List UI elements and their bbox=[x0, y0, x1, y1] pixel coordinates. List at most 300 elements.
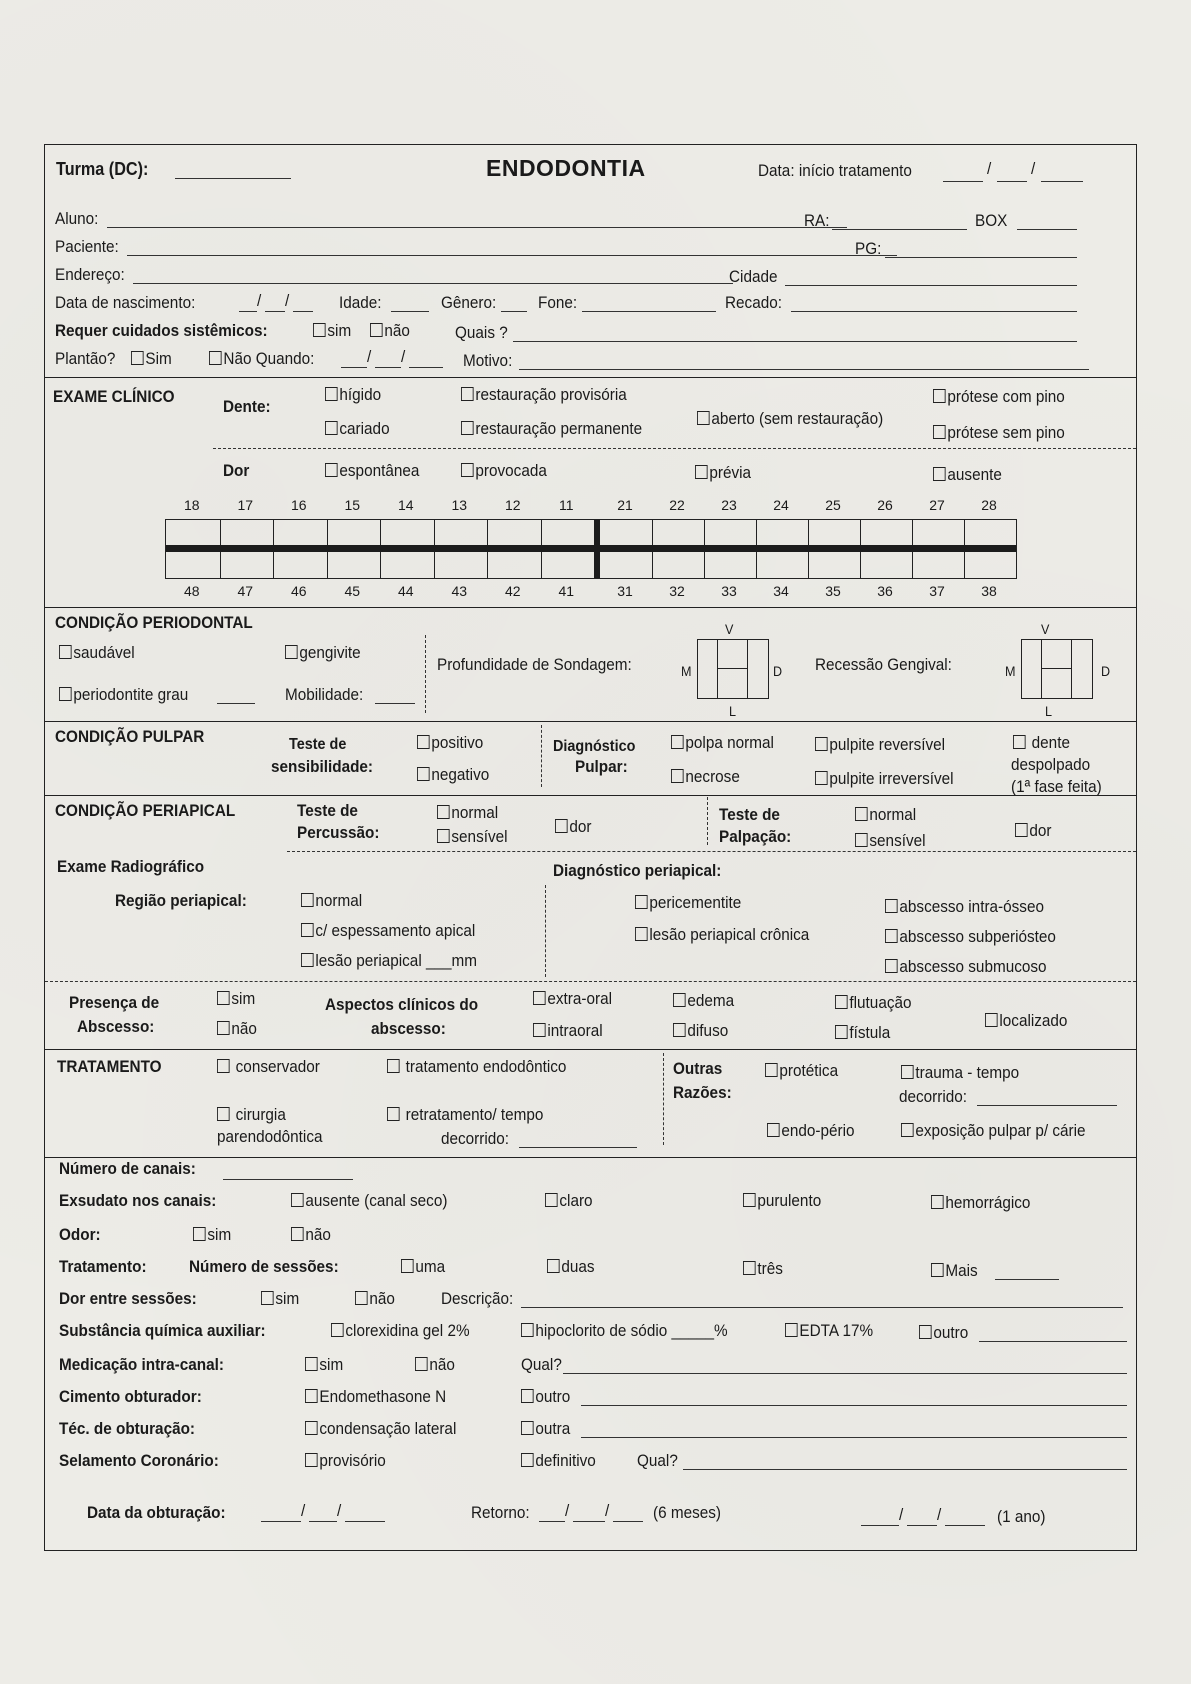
diagram-line bbox=[1041, 639, 1042, 699]
v-label: V bbox=[1041, 621, 1050, 637]
difuso-label: difuso bbox=[687, 1021, 729, 1040]
provisorio-label: provisório bbox=[319, 1451, 386, 1470]
nascimento-month[interactable] bbox=[265, 311, 285, 312]
nascimento-day[interactable] bbox=[239, 311, 257, 312]
percussao-normal-checkbox[interactable] bbox=[437, 803, 498, 823]
checkbox-icon bbox=[933, 425, 946, 439]
pulpite-irrev-label: pulpite irreversível bbox=[829, 769, 954, 788]
tooth-number-lower: 37 bbox=[929, 583, 945, 599]
definitivo-checkbox[interactable] bbox=[521, 1451, 596, 1471]
plantao-day[interactable] bbox=[341, 367, 367, 368]
extra-oral-checkbox[interactable] bbox=[533, 989, 612, 1009]
plantao-month[interactable] bbox=[375, 367, 401, 368]
data-inicio-month[interactable] bbox=[997, 181, 1027, 182]
cidade-label: Cidade bbox=[729, 267, 778, 286]
medicacao-sim-label: sim bbox=[319, 1355, 344, 1374]
protese-pino-checkbox[interactable] bbox=[933, 387, 1065, 407]
motivo-label: Motivo: bbox=[463, 351, 513, 370]
dashed-divider bbox=[707, 797, 708, 845]
odontogram-midline bbox=[166, 545, 1016, 552]
hipoclorito-label: hipoclorito de sódio _____% bbox=[535, 1321, 728, 1340]
hemorragico-checkbox[interactable] bbox=[931, 1193, 1030, 1213]
idade-label: Idade: bbox=[339, 293, 382, 312]
v-label: V bbox=[725, 621, 734, 637]
dashed-divider bbox=[287, 851, 1136, 852]
tres-checkbox[interactable] bbox=[743, 1259, 783, 1279]
provisorio-checkbox[interactable] bbox=[305, 1451, 386, 1471]
retorno-month[interactable] bbox=[573, 1521, 605, 1522]
data-inicio-day[interactable] bbox=[943, 181, 983, 182]
periodontite-grau-field[interactable] bbox=[217, 703, 255, 704]
dashed-divider bbox=[425, 635, 426, 713]
um-ano-label: (1 ano) bbox=[997, 1507, 1046, 1526]
tooth-number-upper: 21 bbox=[617, 497, 633, 513]
percussao-sensivel-checkbox[interactable] bbox=[437, 827, 508, 847]
selamento-label: Selamento Coronário: bbox=[59, 1451, 219, 1470]
palpacao-normal-checkbox[interactable] bbox=[855, 805, 916, 825]
plantao-sim-label: Sim bbox=[145, 349, 172, 368]
aspectos-label-1: Aspectos clínicos do bbox=[325, 995, 479, 1014]
necrose-label: necrose bbox=[685, 767, 740, 786]
espessamento-label: c/ espessamento apical bbox=[315, 921, 476, 940]
checkbox-icon bbox=[555, 819, 568, 833]
uma-checkbox[interactable] bbox=[401, 1257, 445, 1277]
difuso-checkbox[interactable] bbox=[673, 1021, 728, 1041]
abscesso-sim-label: sim bbox=[231, 989, 256, 1008]
lesao-cronica-checkbox[interactable] bbox=[635, 925, 809, 945]
protetica-checkbox[interactable] bbox=[765, 1061, 838, 1081]
checkbox-icon bbox=[437, 829, 450, 843]
uma-label: uma bbox=[415, 1257, 446, 1276]
trauma-tempo-field[interactable] bbox=[977, 1105, 1117, 1106]
tratamento-title: TRATAMENTO bbox=[57, 1057, 162, 1076]
substancia-label: Substância química auxiliar: bbox=[59, 1321, 266, 1340]
medicacao-nao-checkbox[interactable] bbox=[415, 1355, 455, 1375]
l-label: L bbox=[729, 703, 737, 719]
odor-nao-label: não bbox=[305, 1225, 331, 1244]
gengivite-checkbox[interactable] bbox=[285, 643, 361, 663]
slash: / bbox=[337, 1501, 342, 1520]
tooth-number-upper: 17 bbox=[237, 497, 254, 513]
tooth-number-upper: 28 bbox=[981, 497, 997, 513]
plantao-year[interactable] bbox=[409, 367, 443, 368]
checkbox-icon bbox=[305, 1389, 318, 1403]
fistula-label: fístula bbox=[849, 1023, 891, 1042]
checkbox-icon bbox=[417, 767, 430, 781]
tooth-number-upper: 14 bbox=[397, 497, 414, 513]
odontogram[interactable] bbox=[165, 519, 1017, 579]
checkbox-icon bbox=[261, 1291, 274, 1305]
checkbox-icon bbox=[533, 1023, 546, 1037]
tooth-number-lower: 33 bbox=[721, 583, 737, 599]
mobilidade-field[interactable] bbox=[375, 703, 415, 704]
pg-label: PG: bbox=[855, 239, 882, 258]
percussao-label-2: Percussão: bbox=[297, 823, 380, 842]
checkbox-icon bbox=[697, 411, 710, 425]
ausente-checkbox[interactable] bbox=[933, 465, 1002, 485]
abscesso-subp-label: abscesso subperiósteo bbox=[899, 927, 1056, 946]
tecnica-outra-field[interactable] bbox=[581, 1437, 1127, 1438]
dashed-divider bbox=[545, 885, 546, 977]
diagram-line bbox=[1041, 668, 1071, 669]
divider bbox=[45, 377, 1136, 378]
rest-perm-label: restauração permanente bbox=[475, 419, 643, 438]
diagram-line bbox=[1071, 639, 1072, 699]
selamento-qual-field[interactable] bbox=[683, 1469, 1127, 1470]
checkbox-icon bbox=[933, 467, 946, 481]
percussao-dor-label: dor bbox=[569, 817, 592, 836]
positivo-checkbox[interactable] bbox=[417, 733, 483, 753]
checkbox-icon bbox=[355, 1291, 368, 1305]
medicacao-nao-label: não bbox=[429, 1355, 455, 1374]
odor-nao-checkbox[interactable] bbox=[291, 1225, 331, 1245]
checkbox-icon bbox=[635, 895, 648, 909]
motivo-field[interactable] bbox=[519, 369, 1089, 370]
tooth-number-lower: 36 bbox=[877, 583, 893, 599]
genero-label: Gênero: bbox=[441, 293, 497, 312]
clorexidina-checkbox[interactable] bbox=[331, 1321, 470, 1341]
sondagem-diagram[interactable] bbox=[697, 639, 769, 699]
fone-field[interactable] bbox=[582, 311, 716, 312]
localizado-checkbox[interactable] bbox=[985, 1011, 1067, 1031]
abscesso-intra-label: abscesso intra-ósseo bbox=[899, 897, 1044, 916]
checkbox-icon bbox=[370, 323, 383, 337]
dente-label: Dente: bbox=[223, 397, 271, 416]
endereco-field[interactable] bbox=[133, 283, 733, 284]
periapical-title: CONDIÇÃO PERIAPICAL bbox=[55, 801, 236, 820]
checkbox-icon bbox=[673, 1023, 686, 1037]
tecnica-label: Téc. de obturação: bbox=[59, 1419, 196, 1438]
percussao-dor-checkbox[interactable] bbox=[555, 817, 592, 837]
checkbox-icon bbox=[931, 1263, 944, 1277]
diagram-line bbox=[717, 639, 718, 699]
pericementite-checkbox[interactable] bbox=[635, 893, 741, 913]
nascimento-year[interactable] bbox=[293, 311, 313, 312]
rest-prov-checkbox[interactable] bbox=[461, 385, 627, 405]
checkbox-icon bbox=[855, 833, 868, 847]
tooth-number-upper: 26 bbox=[877, 497, 893, 513]
checkbox-icon bbox=[767, 1123, 780, 1137]
data-obturacao-label: Data da obturação: bbox=[87, 1503, 226, 1522]
cimento-outro-checkbox[interactable] bbox=[521, 1387, 570, 1407]
espontanea-label: espontânea bbox=[339, 461, 420, 480]
abscesso-intra-checkbox[interactable] bbox=[885, 897, 1044, 917]
previa-label: prévia bbox=[709, 463, 752, 482]
selamento-qual-label: Qual? bbox=[637, 1451, 678, 1470]
l-label: L bbox=[1045, 703, 1053, 719]
paciente-field[interactable] bbox=[127, 255, 897, 256]
diagram-line bbox=[747, 639, 748, 699]
polpa-normal-checkbox[interactable] bbox=[671, 733, 774, 753]
lesao-checkbox[interactable] bbox=[301, 951, 477, 971]
numero-canais-label: Número de canais: bbox=[59, 1159, 196, 1178]
dor-entre-label: Dor entre sessões: bbox=[59, 1289, 197, 1308]
higido-checkbox[interactable] bbox=[325, 385, 381, 405]
edta-checkbox[interactable] bbox=[785, 1321, 873, 1341]
retorno-day[interactable] bbox=[539, 1521, 565, 1522]
endodontico-label: tratamento endodôntico bbox=[405, 1057, 567, 1076]
dor-label: Dor bbox=[223, 461, 250, 480]
plantao-sim-checkbox[interactable] bbox=[131, 349, 172, 369]
clorexidina-label: clorexidina gel 2% bbox=[345, 1321, 470, 1340]
checkbox-icon bbox=[545, 1193, 558, 1207]
gengivite-label: gengivite bbox=[299, 643, 361, 662]
retorno-ano-day[interactable] bbox=[861, 1525, 899, 1526]
duas-checkbox[interactable] bbox=[547, 1257, 595, 1277]
slash: / bbox=[899, 1505, 904, 1524]
retratamento-checkbox[interactable] bbox=[387, 1105, 543, 1125]
cimento-label: Cimento obturador: bbox=[59, 1387, 202, 1406]
tecnica-outra-label: outra bbox=[535, 1419, 571, 1438]
pulpite-irrev-checkbox[interactable] bbox=[815, 769, 954, 789]
substancia-outro-field[interactable] bbox=[979, 1341, 1127, 1342]
endomethasone-label: Endomethasone N bbox=[319, 1387, 447, 1406]
checkbox-icon bbox=[635, 927, 648, 941]
previa-checkbox[interactable] bbox=[695, 463, 751, 483]
tecnica-outra-checkbox[interactable] bbox=[521, 1419, 570, 1439]
hemorragico-label: hemorrágico bbox=[945, 1193, 1031, 1212]
dor-entre-sim-checkbox[interactable] bbox=[261, 1289, 299, 1309]
palpacao-sensivel-checkbox[interactable] bbox=[855, 831, 926, 851]
endomethasone-checkbox[interactable] bbox=[305, 1387, 446, 1407]
checkbox-icon bbox=[285, 645, 298, 659]
checkbox-icon bbox=[301, 893, 314, 907]
mais-checkbox[interactable] bbox=[931, 1261, 978, 1281]
slash: / bbox=[937, 1505, 942, 1524]
descricao-label: Descrição: bbox=[441, 1289, 514, 1308]
checkbox-icon bbox=[673, 993, 686, 1007]
claro-checkbox[interactable] bbox=[545, 1191, 593, 1211]
tooth-number-upper: 12 bbox=[504, 497, 521, 513]
obturacao-year[interactable] bbox=[345, 1521, 385, 1522]
pg-field[interactable] bbox=[885, 257, 1077, 258]
dashed-divider bbox=[663, 1053, 664, 1145]
endereco-label: Endereço: bbox=[55, 265, 125, 284]
retorno-ano-year[interactable] bbox=[945, 1525, 985, 1526]
abscesso-subp-checkbox[interactable] bbox=[885, 927, 1056, 947]
trauma-checkbox[interactable] bbox=[901, 1063, 1019, 1083]
pulpite-rev-label: pulpite reversível bbox=[829, 735, 946, 754]
genero-field[interactable] bbox=[501, 311, 527, 312]
checkbox-icon bbox=[59, 687, 72, 701]
ra-field[interactable] bbox=[832, 229, 967, 230]
higido-label: hígido bbox=[339, 385, 382, 404]
quais-label: Quais ? bbox=[455, 323, 508, 342]
checkbox-icon bbox=[325, 463, 338, 477]
checkbox-icon bbox=[59, 645, 72, 659]
requer-sim-label: sim bbox=[327, 321, 352, 340]
checkbox-icon bbox=[437, 805, 450, 819]
fistula-checkbox[interactable] bbox=[835, 1023, 890, 1043]
tooth-number-lower: 35 bbox=[825, 583, 841, 599]
intraoral-checkbox[interactable] bbox=[533, 1021, 603, 1041]
paciente-label: Paciente: bbox=[55, 237, 119, 256]
purulento-label: purulento bbox=[757, 1191, 822, 1210]
pericementite-label: pericementite bbox=[649, 893, 742, 912]
checkbox-icon bbox=[417, 735, 430, 749]
tooth-number-upper: 24 bbox=[773, 497, 789, 513]
substancia-outro-checkbox[interactable] bbox=[919, 1323, 968, 1343]
medicacao-qual-field[interactable] bbox=[563, 1373, 1127, 1374]
recessao-diagram[interactable] bbox=[1021, 639, 1093, 699]
exposicao-checkbox[interactable] bbox=[901, 1121, 1086, 1141]
periodontite-checkbox[interactable] bbox=[59, 685, 188, 705]
condensacao-label: condensação lateral bbox=[319, 1419, 457, 1438]
plantao-nao-checkbox[interactable] bbox=[209, 349, 314, 369]
checkbox-icon bbox=[671, 735, 684, 749]
checkbox-icon bbox=[835, 1025, 848, 1039]
edta-label: EDTA 17% bbox=[799, 1321, 874, 1340]
checkbox-icon bbox=[415, 1357, 428, 1371]
checkbox-icon bbox=[305, 1357, 318, 1371]
dor-entre-nao-label: não bbox=[369, 1289, 395, 1308]
aluno-field[interactable] bbox=[107, 227, 847, 228]
hipoclorito-checkbox[interactable] bbox=[521, 1321, 728, 1341]
fase-label: (1ª fase feita) bbox=[1011, 777, 1102, 796]
checkbox-icon bbox=[461, 387, 474, 401]
regiao-normal-checkbox[interactable] bbox=[301, 891, 362, 911]
saudavel-checkbox[interactable] bbox=[59, 643, 135, 663]
abscesso-subm-label: abscesso submucoso bbox=[899, 957, 1047, 976]
tooth-number-upper: 11 bbox=[558, 497, 574, 513]
outras-label-2: Razões: bbox=[673, 1083, 732, 1102]
tres-label: três bbox=[757, 1259, 783, 1278]
pulpite-rev-checkbox[interactable] bbox=[815, 735, 945, 755]
endo-perio-checkbox[interactable] bbox=[767, 1121, 855, 1141]
mobilidade-label: Mobilidade: bbox=[285, 685, 364, 704]
numero-canais-field[interactable] bbox=[223, 1179, 353, 1180]
slash: / bbox=[605, 1501, 610, 1520]
box-field[interactable] bbox=[1017, 229, 1077, 230]
checkbox-icon bbox=[331, 1323, 344, 1337]
obturacao-month[interactable] bbox=[309, 1521, 337, 1522]
mais-label: Mais bbox=[945, 1261, 978, 1280]
recado-field[interactable] bbox=[791, 311, 1077, 312]
tooth-number-lower: 48 bbox=[183, 583, 200, 599]
requer-sim-checkbox[interactable] bbox=[313, 321, 351, 341]
checkbox-icon bbox=[985, 1013, 998, 1027]
checkbox-icon bbox=[933, 389, 946, 403]
espontanea-checkbox[interactable] bbox=[325, 461, 419, 481]
checkbox-icon bbox=[325, 421, 338, 435]
regiao-normal-label: normal bbox=[315, 891, 363, 910]
tooth-number-upper: 23 bbox=[721, 497, 737, 513]
necrose-checkbox[interactable] bbox=[671, 767, 740, 787]
negativo-checkbox[interactable] bbox=[417, 765, 489, 785]
abscesso-nao-checkbox[interactable] bbox=[217, 1019, 257, 1039]
odor-sim-checkbox[interactable] bbox=[193, 1225, 231, 1245]
protese-sem-checkbox[interactable] bbox=[933, 423, 1065, 443]
checkbox-icon bbox=[815, 771, 828, 785]
purulento-checkbox[interactable] bbox=[743, 1191, 821, 1211]
checkbox-icon bbox=[521, 1421, 534, 1435]
extra-oral-label: extra-oral bbox=[547, 989, 613, 1008]
exposicao-label: exposição pulpar p/ cárie bbox=[915, 1121, 1086, 1140]
polpa-normal-label: polpa normal bbox=[685, 733, 774, 752]
idade-field[interactable] bbox=[391, 311, 429, 312]
cariado-checkbox[interactable] bbox=[325, 419, 390, 439]
diag-pulpar-label-2: Pulpar: bbox=[575, 757, 628, 776]
obturacao-day[interactable] bbox=[261, 1521, 301, 1522]
quais-field[interactable] bbox=[513, 341, 1077, 342]
protese-sem-label: prótese sem pino bbox=[947, 423, 1065, 442]
tooth-number-upper: 22 bbox=[669, 497, 685, 513]
rest-prov-label: restauração provisória bbox=[475, 385, 627, 404]
profundidade-label: Profundidade de Sondagem: bbox=[437, 655, 632, 674]
d-label: D bbox=[1101, 663, 1111, 679]
retorno-year[interactable] bbox=[613, 1521, 643, 1522]
checkbox-icon bbox=[301, 953, 314, 967]
slash: / bbox=[301, 1501, 306, 1520]
m-label: M bbox=[681, 663, 692, 679]
rest-perm-checkbox[interactable] bbox=[461, 419, 642, 439]
descricao-field[interactable] bbox=[521, 1307, 1123, 1308]
checkbox-icon bbox=[401, 1259, 414, 1273]
condensacao-checkbox[interactable] bbox=[305, 1419, 456, 1439]
tooth-number-lower: 34 bbox=[773, 583, 789, 599]
checkbox-icon bbox=[217, 1059, 230, 1073]
abscesso-sim-checkbox[interactable] bbox=[217, 989, 255, 1009]
espessamento-checkbox[interactable] bbox=[301, 921, 475, 941]
perio-title: CONDIÇÃO PERIODONTAL bbox=[55, 613, 253, 632]
retorno-ano-month[interactable] bbox=[907, 1525, 937, 1526]
checkbox-icon bbox=[521, 1323, 534, 1337]
percussao-sensivel-label: sensível bbox=[451, 827, 508, 846]
tooth-number-upper: 27 bbox=[929, 497, 945, 513]
exsudato-ausente-label: ausente (canal seco) bbox=[305, 1191, 448, 1210]
dor-entre-nao-checkbox[interactable] bbox=[355, 1289, 395, 1309]
abscesso-subm-checkbox[interactable] bbox=[885, 957, 1047, 977]
slash: / bbox=[401, 347, 406, 366]
diag-periapical-label: Diagnóstico periapical: bbox=[553, 861, 722, 880]
retratamento-tempo-field[interactable] bbox=[519, 1147, 637, 1148]
dente-despolpado-checkbox[interactable] bbox=[1013, 733, 1070, 753]
exsudato-ausente-checkbox[interactable] bbox=[291, 1191, 447, 1211]
diagram-box bbox=[1021, 639, 1093, 699]
slash: / bbox=[367, 347, 372, 366]
conservador-checkbox[interactable] bbox=[217, 1057, 320, 1077]
data-inicio-year[interactable] bbox=[1041, 181, 1083, 182]
aberto-checkbox[interactable] bbox=[697, 409, 883, 429]
regiao-label: Região periapical: bbox=[115, 891, 247, 910]
cimento-outro-field[interactable] bbox=[581, 1405, 1127, 1406]
palpacao-normal-label: normal bbox=[869, 805, 917, 824]
checkbox-icon bbox=[193, 1227, 206, 1241]
tooth-number-lower: 47 bbox=[237, 583, 254, 599]
edema-checkbox[interactable] bbox=[673, 991, 734, 1011]
endo-perio-label: endo-pério bbox=[781, 1121, 855, 1140]
cirurgia-checkbox[interactable] bbox=[217, 1105, 286, 1125]
parendodontica-label: parendodôntica bbox=[217, 1127, 323, 1146]
dor-entre-sim-label: sim bbox=[275, 1289, 300, 1308]
diagram-box bbox=[697, 639, 769, 699]
medicacao-sim-checkbox[interactable] bbox=[305, 1355, 343, 1375]
checkbox-icon bbox=[671, 769, 684, 783]
requer-nao-checkbox[interactable] bbox=[370, 321, 410, 341]
checkbox-icon bbox=[765, 1063, 778, 1077]
cidade-field[interactable] bbox=[785, 285, 1077, 286]
odor-label: Odor: bbox=[59, 1225, 101, 1244]
flutuacao-checkbox[interactable] bbox=[835, 993, 912, 1013]
palpacao-dor-checkbox[interactable] bbox=[1015, 821, 1052, 841]
endodontico-checkbox[interactable] bbox=[387, 1057, 566, 1077]
turma-field[interactable] bbox=[175, 178, 291, 179]
mais-field[interactable] bbox=[995, 1279, 1059, 1280]
checkbox-icon bbox=[835, 995, 848, 1009]
provocada-checkbox[interactable] bbox=[461, 461, 547, 481]
data-inicio-label: Data: início tratamento bbox=[758, 161, 912, 180]
checkbox-icon bbox=[521, 1453, 534, 1467]
